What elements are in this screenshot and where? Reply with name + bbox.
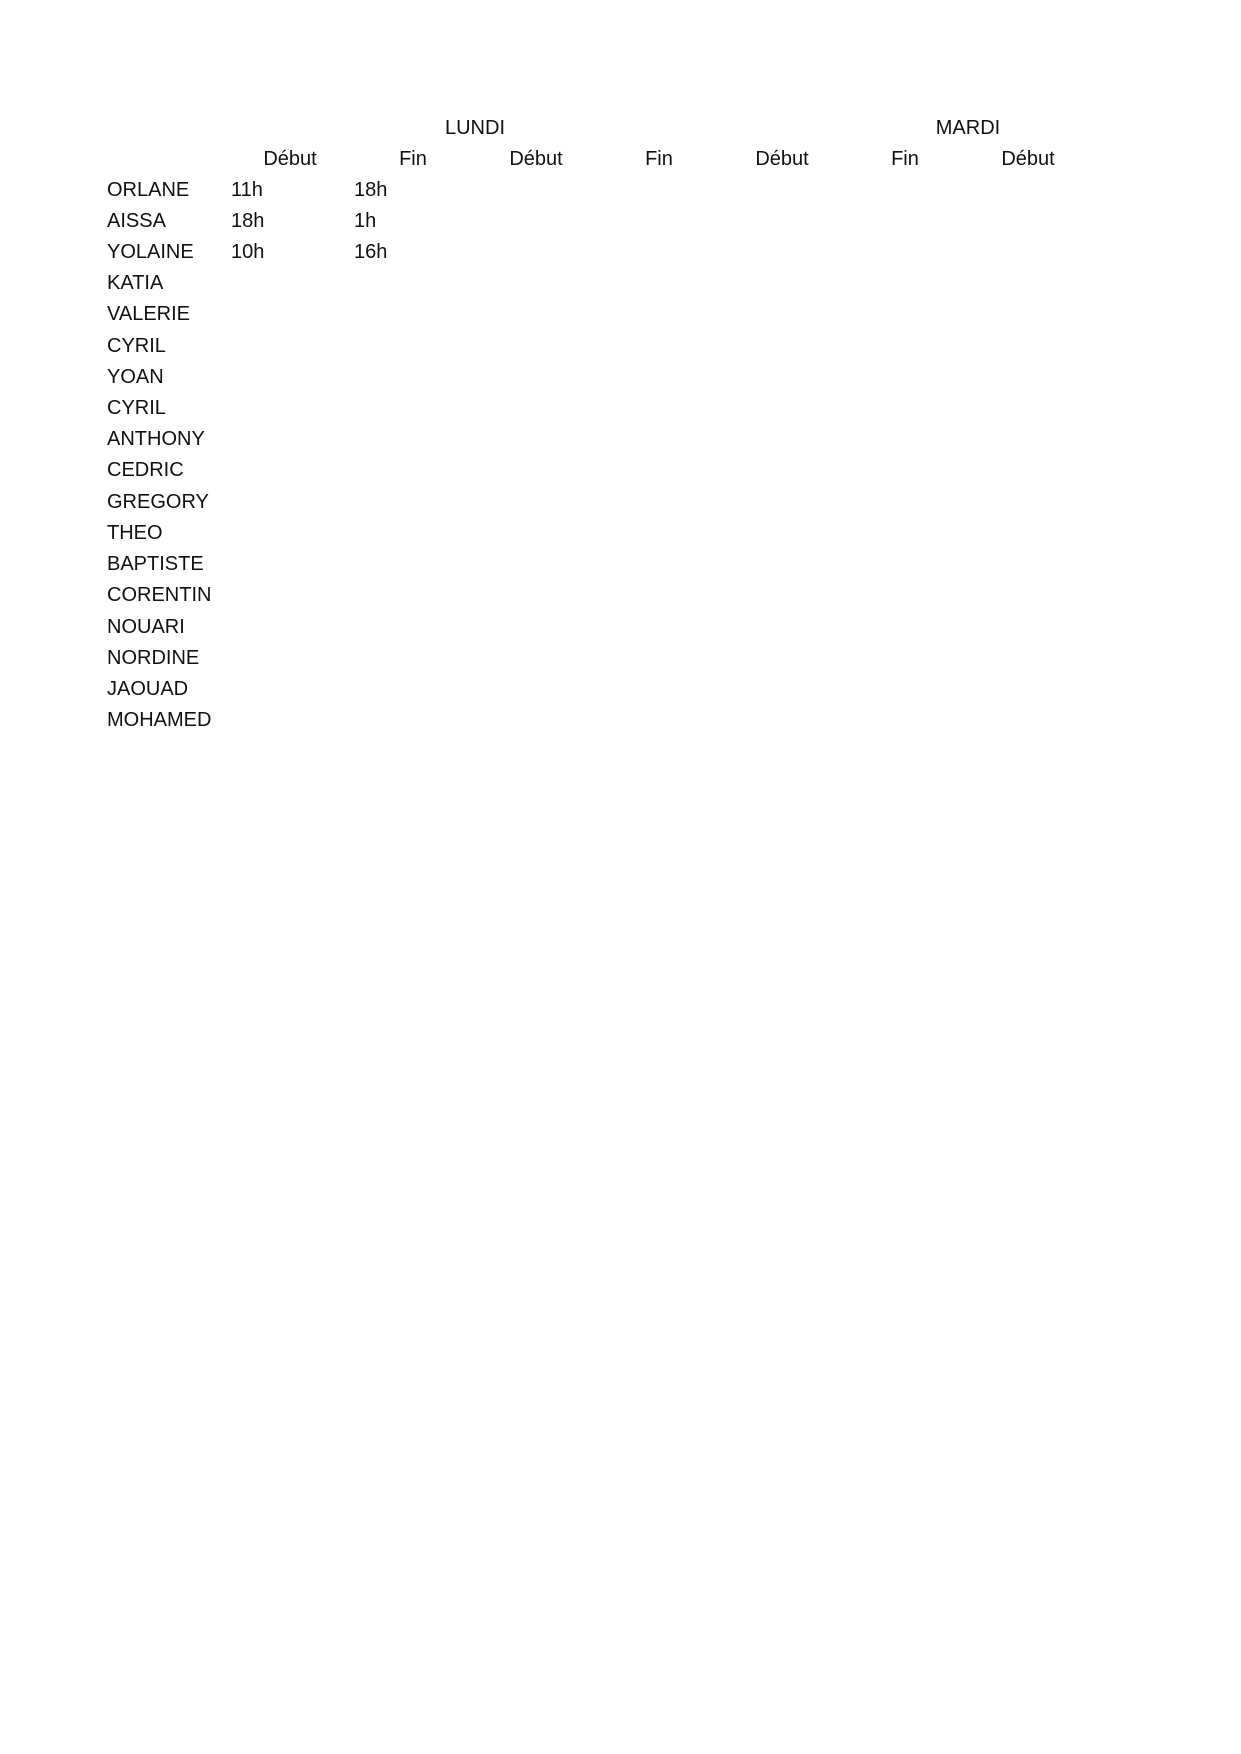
row-name: ORLANE [107, 179, 190, 201]
subheader-fin: Fin [891, 148, 919, 170]
subheader-fin: Fin [645, 148, 673, 170]
row-name: CYRIL [107, 335, 166, 357]
day-header-lundi: LUNDI [444, 117, 505, 139]
row-name: BAPTISTE [107, 553, 204, 575]
day-header-mardi: MARDI [935, 117, 1001, 139]
row-name: KATIA [107, 272, 164, 294]
row-name: NORDINE [107, 647, 200, 669]
subheader-debut: Début [263, 148, 317, 170]
row-name: YOAN [107, 366, 164, 388]
row-name: MOHAMED [107, 709, 212, 731]
row-name: NOUARI [107, 616, 185, 638]
row-name: GREGORY [107, 491, 209, 513]
row-name: VALERIE [107, 303, 190, 325]
subheader-fin: Fin [399, 148, 427, 170]
row-name: AISSA [107, 210, 166, 232]
row-fin-value: 1h [354, 210, 377, 232]
row-name: YOLAINE [107, 241, 194, 263]
row-name: ANTHONY [107, 428, 205, 450]
row-debut-value: 18h [231, 210, 265, 232]
row-name: CEDRIC [107, 459, 184, 481]
row-debut-value: 11h [231, 179, 263, 201]
row-fin-value: 16h [354, 241, 388, 263]
row-name: THEO [107, 522, 163, 544]
row-name: CORENTIN [107, 584, 212, 606]
subheader-debut: Début [1001, 148, 1055, 170]
row-debut-value: 10h [231, 241, 265, 263]
row-name: CYRIL [107, 397, 166, 419]
row-name: JAOUAD [107, 678, 189, 700]
subheader-debut: Début [755, 148, 809, 170]
row-fin-value: 18h [354, 179, 388, 201]
subheader-debut: Début [509, 148, 563, 170]
